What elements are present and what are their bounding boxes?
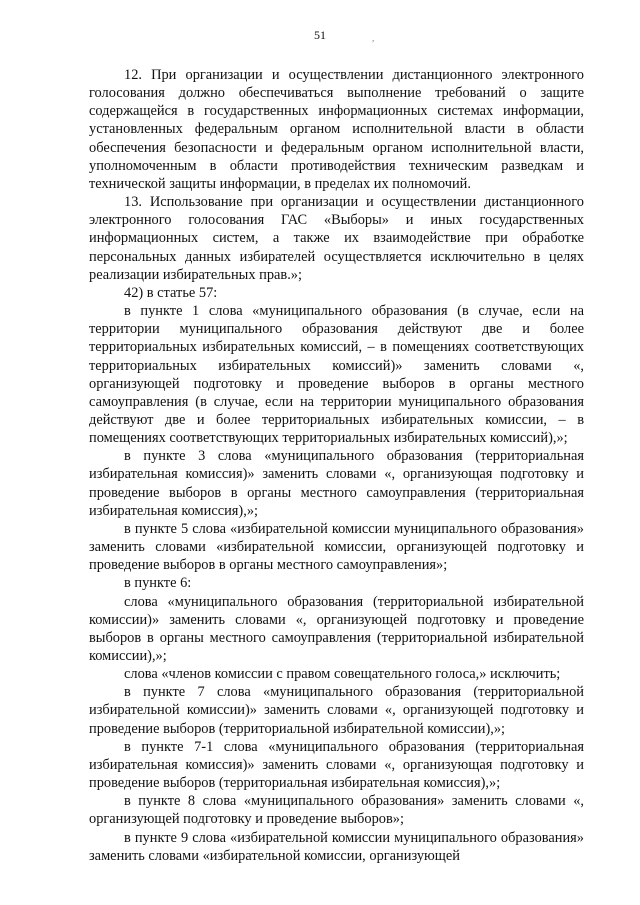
paragraph-item-12: 12. При организации и осуществлении дистанционного электронного голосования должно обеспечиваться выполнение требований о защите содержащейся в государственных информационных системах информации, установленных федеральным органом исполнительной власти в области обеспечения безопасности и федеральным органом исполнительной власти, уполномоченным в области противодействия техническим разведкам и технической защиты информации, в пределах их полномочий. (89, 67, 584, 192)
paragraph-point-7-1: в пункте 7-1 слова «муниципального образования (территориальная избирательная комиссия)» заменить словами «, организующая подготовку и проведение выборов (территориальная избирательная комиссия),»; (89, 738, 584, 792)
page-number: 51 (314, 28, 326, 42)
paragraph-point-8: в пункте 8 слова «муниципального образования» заменить словами «, организующей подготовку и проведение выборов»; (89, 793, 584, 828)
paragraph-point-3: в пункте 3 слова «муниципального образования (территориальная избирательная комиссия)» заменить словами «, организующая подготовку и проведение выборов в органы местного самоуправления (территориальная избирательная комиссия),»; (89, 448, 584, 519)
paragraph-article-57-heading: 42) в статье 57: (124, 284, 218, 301)
paragraph-point-6-words-1: слова «муниципального образования (территориальной избирательной комиссии)» заменить словами «, организующей подготовку и проведение выборов в органы местного самоуправления (территориальной избирательной комиссии),»; (89, 593, 584, 664)
paragraph-point-1: в пункте 1 слова «муниципального образования (в случае, если на территории муниципального образования действуют две и более территориальных избирательных комиссий, – в помещениях соответствующих территориальных избирательных комиссий)» заменить словами «, организующей подготовку и проведение выборов в органы местного самоуправления (в случае, если на территории муниципального образования действуют две и более территориальных избирательных комиссии, – в помещениях соответствующих территориальных избирательных комиссий),»; (89, 303, 584, 447)
paragraph-point-6-heading: в пункте 6: (124, 575, 192, 592)
paragraph-item-13: 13. Использование при организации и осуществлении дистанционного электронного голосования ГАС «Выборы» и иных государственных информационных систем, а также их взаимодействие при обработке персональных данных избирателей осуществляется исключительно в целях реализации избирательных прав.»; (89, 194, 584, 283)
paragraph-point-7: в пункте 7 слова «муниципального образования (территориальной избирательной комиссии)» заменить словами «, организующей подготовку и проведение выборов (территориальной избирательной комиссии),»; (89, 684, 584, 737)
paragraph-point-5: в пункте 5 слова «избирательной комиссии муниципального образования» заменить словами «избирательной комиссии, организующей подготовку и проведение выборов в органы местного самоуправления»; (89, 520, 584, 574)
paragraph-point-9: в пункте 9 слова «избирательной комиссии муниципального образования» заменить словами «избирательной комиссии, организующей (89, 829, 584, 864)
paragraph-point-6-words-2: слова «членов комиссии с правом совещательного голоса,» исключить; (124, 666, 561, 683)
scan-speck: , (372, 33, 375, 43)
document-body (89, 66, 584, 865)
